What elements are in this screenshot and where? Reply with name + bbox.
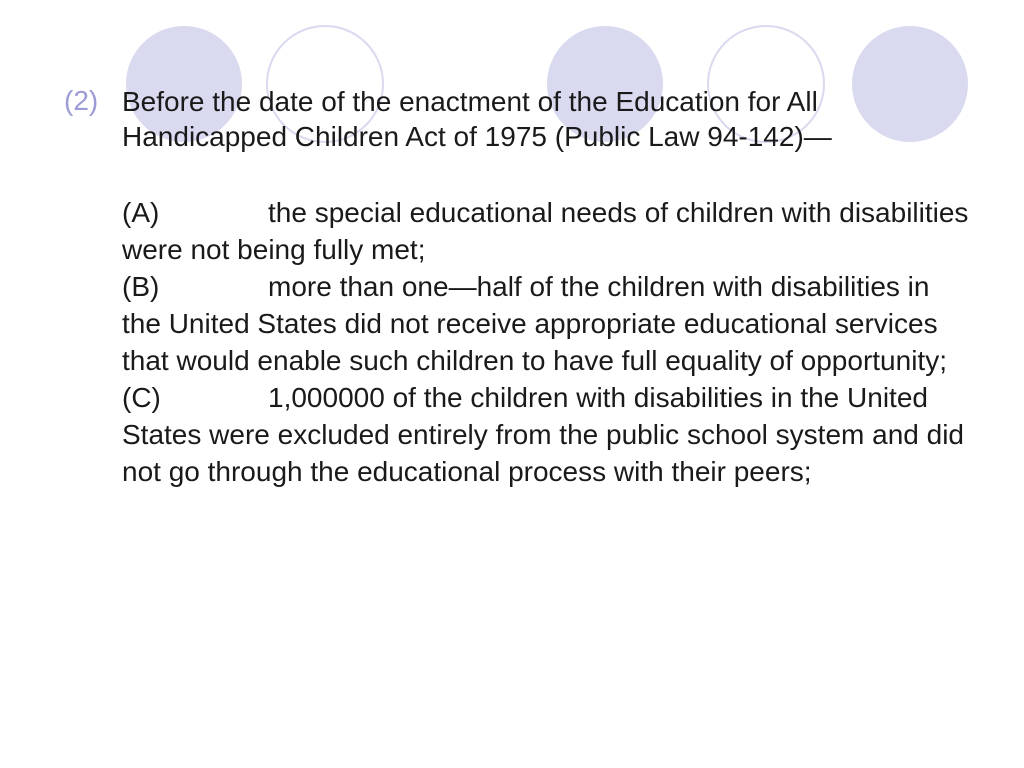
clause-label: (A) (122, 197, 160, 228)
item-intro: Before the date of the enactment of the Education for All Handicapped Children Act of 1975 (Public Law 94-142)— (122, 86, 832, 152)
clause-label: (C) (122, 382, 161, 413)
item-number: (2) (64, 85, 99, 116)
clause-c (122, 379, 972, 490)
clause-a (122, 194, 972, 268)
clause-text: more than one—half of the children with disabilities in the United States did not receive appropriate educational services that would enable such children to have full equality of opportunity; (122, 271, 947, 376)
clause-text: 1,000000 of the children with disabilities in the United States were excluded entirely from the public school system and did not go through the educational process with their peers; (122, 382, 964, 487)
item-body (122, 84, 972, 490)
clause-list (122, 194, 972, 490)
clause-b (122, 268, 972, 379)
clause-label: (B) (122, 271, 160, 302)
clause-text: the special educational needs of children with disabilities were not being fully met; (122, 197, 969, 265)
